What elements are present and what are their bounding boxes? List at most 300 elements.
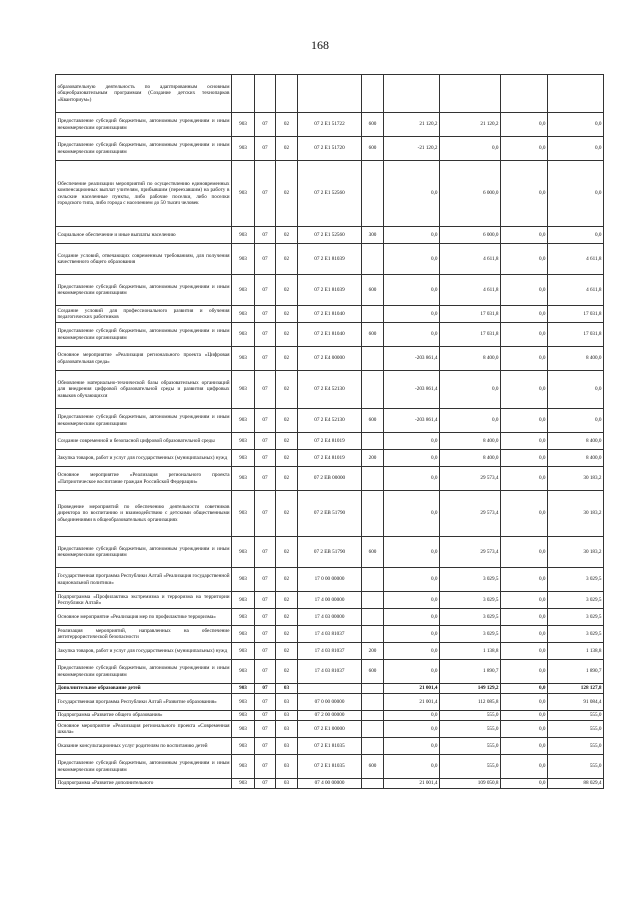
subsection-code-cell: 03	[276, 721, 298, 738]
expense-type-cell	[362, 244, 384, 275]
subsection-code-cell: 02	[276, 433, 298, 450]
subsection-code-cell: 02	[276, 609, 298, 626]
ministry-code-cell: 903	[232, 137, 255, 161]
amount-decrease-cell: 0,0	[501, 467, 548, 491]
row-name-cell: Создание условий, отвечающих современным требованиям, для получения качественного общего образования	[56, 244, 232, 275]
subsection-code-cell: 02	[276, 592, 298, 609]
target-article-cell: 07 2 E4 52130	[298, 409, 362, 433]
amount-change-cell: 0,0	[384, 592, 440, 609]
expense-type-cell: 600	[362, 537, 384, 568]
ministry-code-cell: 903	[232, 592, 255, 609]
amount-total-cell: 3 029,5	[548, 592, 604, 609]
table-row	[56, 275, 604, 306]
amount-total-cell: 3 029,5	[548, 568, 604, 592]
target-article-cell: 07 2 E4 81019	[298, 450, 362, 467]
amount-decrease-cell: 0,0	[501, 779, 548, 789]
expense-type-cell: 300	[362, 227, 384, 244]
amount-increase-cell: 8 400,0	[440, 433, 501, 450]
amount-change-cell: -203 861,4	[384, 347, 440, 371]
target-article-cell: 07 2 EB 00000	[298, 467, 362, 491]
row-name-cell: Государственная программа Республики Алтай «Развитие образования»	[56, 694, 232, 711]
amount-decrease-cell: 0,0	[501, 609, 548, 626]
section-code-cell: 07	[255, 568, 276, 592]
target-article-cell: 17 4 03 81037	[298, 660, 362, 684]
amount-decrease-cell: 0,0	[501, 491, 548, 537]
table-row	[56, 450, 604, 467]
amount-total-cell: 17 031,8	[548, 323, 604, 347]
row-name-cell: Создание современной и безопасной цифровой образовательной среды	[56, 433, 232, 450]
amount-change-cell: 0,0	[384, 323, 440, 347]
amount-change-cell: -203 861,4	[384, 409, 440, 433]
target-article-cell: 07 2 E4 52130	[298, 371, 362, 409]
amount-total-cell: 8 400,0	[548, 347, 604, 371]
expense-type-cell	[362, 592, 384, 609]
row-name-cell: Основное мероприятие «Реализация регионального проекта «Современная школа»	[56, 721, 232, 738]
row-name-cell: Предоставление субсидий бюджетным, автономным учреждениям и иным некоммерческим организациям	[56, 755, 232, 779]
subsection-code-cell: 03	[276, 694, 298, 711]
amount-total-cell: 91 084,4	[548, 694, 604, 711]
section-code-cell: 07	[255, 491, 276, 537]
row-name-cell: Основное мероприятие «Реализация мер по профилактике терроризма»	[56, 609, 232, 626]
expense-type-cell: 200	[362, 643, 384, 660]
amount-decrease-cell: 0,0	[501, 711, 548, 721]
amount-change-cell: 0,0	[384, 711, 440, 721]
table-row	[56, 592, 604, 609]
target-article-cell: 07 2 E1 51722	[298, 113, 362, 137]
ministry-code-cell: 903	[232, 626, 255, 643]
table-body	[56, 75, 604, 789]
row-name-cell: Социальное обеспечение и иные выплаты населению	[56, 227, 232, 244]
subsection-code-cell: 02	[276, 371, 298, 409]
table-row	[56, 755, 604, 779]
expense-type-cell: 600	[362, 323, 384, 347]
amount-total-cell: 0,0	[548, 161, 604, 227]
ministry-code-cell: 903	[232, 323, 255, 347]
amount-decrease-cell: 0,0	[501, 347, 548, 371]
amount-total-cell: 3 029,5	[548, 609, 604, 626]
amount-increase-cell: 8 400,0	[440, 450, 501, 467]
amount-increase-cell: 3 029,5	[440, 568, 501, 592]
target-article-cell: 07 2 E1 81040	[298, 306, 362, 323]
table-row	[56, 371, 604, 409]
amount-increase-cell: 29 573,4	[440, 491, 501, 537]
amount-total-cell: 0,0	[548, 113, 604, 137]
expense-type-cell	[362, 568, 384, 592]
amount-increase-cell: 6 000,0	[440, 161, 501, 227]
amount-total-cell: 17 031,8	[548, 306, 604, 323]
subsection-code-cell: 03	[276, 755, 298, 779]
table-row	[56, 409, 604, 433]
amount-change-cell: 0,0	[384, 660, 440, 684]
amount-change-cell: 0,0	[384, 227, 440, 244]
subsection-code-cell: 02	[276, 643, 298, 660]
amount-change-cell	[384, 75, 440, 113]
target-article-cell: 07 2 EB 51790	[298, 491, 362, 537]
amount-total-cell: 30 183,2	[548, 467, 604, 491]
subsection-code-cell	[276, 75, 298, 113]
section-code-cell: 07	[255, 433, 276, 450]
section-code-cell: 07	[255, 721, 276, 738]
amount-increase-cell: 6 000,0	[440, 227, 501, 244]
ministry-code-cell: 903	[232, 738, 255, 755]
row-name-cell: Закупка товаров, работ и услуг для государственных (муниципальных) нужд	[56, 643, 232, 660]
section-code-cell: 07	[255, 113, 276, 137]
amount-increase-cell	[440, 75, 501, 113]
section-code-cell: 07	[255, 609, 276, 626]
expense-type-cell: 600	[362, 275, 384, 306]
amount-decrease-cell: 0,0	[501, 643, 548, 660]
row-name-cell: Подпрограмма «Развитие дополнительного	[56, 779, 232, 789]
amount-increase-cell: 29 573,4	[440, 537, 501, 568]
amount-increase-cell: 555,0	[440, 738, 501, 755]
target-article-cell: 17 4 00 00000	[298, 592, 362, 609]
target-article-cell: 07 2 E1 52560	[298, 227, 362, 244]
table-row	[56, 75, 604, 113]
ministry-code-cell: 903	[232, 779, 255, 789]
target-article-cell: 07 2 E1 81040	[298, 323, 362, 347]
amount-decrease-cell: 0,0	[501, 684, 548, 694]
amount-total-cell: 30 183,2	[548, 537, 604, 568]
ministry-code-cell: 903	[232, 450, 255, 467]
amount-total-cell: 1 890,7	[548, 660, 604, 684]
section-code-cell: 07	[255, 467, 276, 491]
subsection-code-cell: 02	[276, 568, 298, 592]
target-article-cell: 07 2 E1 81039	[298, 275, 362, 306]
ministry-code-cell: 903	[232, 227, 255, 244]
target-article-cell: 07 2 EB 51790	[298, 537, 362, 568]
ministry-code-cell: 903	[232, 609, 255, 626]
subsection-code-cell: 02	[276, 275, 298, 306]
amount-change-cell: 0,0	[384, 738, 440, 755]
amount-total-cell: 555,0	[548, 711, 604, 721]
section-code-cell: 07	[255, 592, 276, 609]
row-name-cell: Подпрограмма «Профилактика экстремизма и терроризма на территории Республики Алтай»	[56, 592, 232, 609]
amount-change-cell: 0,0	[384, 491, 440, 537]
amount-total-cell: 0,0	[548, 227, 604, 244]
expense-type-cell	[362, 161, 384, 227]
section-code-cell: 07	[255, 755, 276, 779]
expense-type-cell	[362, 738, 384, 755]
subsection-code-cell: 02	[276, 113, 298, 137]
subsection-code-cell: 02	[276, 491, 298, 537]
table-row	[56, 467, 604, 491]
amount-change-cell: -21 120,2	[384, 137, 440, 161]
amount-increase-cell: 1 138,8	[440, 643, 501, 660]
amount-change-cell: 21 001,4	[384, 779, 440, 789]
section-code-cell: 07	[255, 738, 276, 755]
table-row	[56, 626, 604, 643]
table-row	[56, 244, 604, 275]
amount-increase-cell: 0,0	[440, 137, 501, 161]
table-row	[56, 347, 604, 371]
amount-change-cell: 0,0	[384, 568, 440, 592]
row-name-cell: Проведение мероприятий по обеспечению деятельности советников директора по воспитанию и взаимодействию с детскими общественными объединениями в общеобразовательных организациях	[56, 491, 232, 537]
amount-total-cell	[548, 75, 604, 113]
expense-type-cell	[362, 306, 384, 323]
expense-type-cell	[362, 626, 384, 643]
target-article-cell: 17 0 00 00000	[298, 568, 362, 592]
section-code-cell: 07	[255, 450, 276, 467]
amount-change-cell: 0,0	[384, 433, 440, 450]
expense-type-cell	[362, 371, 384, 409]
expense-type-cell: 600	[362, 755, 384, 779]
section-code-cell: 07	[255, 626, 276, 643]
row-name-cell: Основное мероприятие «Реализация регионального проекта «Патриотическое воспитание граждан Российской Федерации»	[56, 467, 232, 491]
table-row	[56, 568, 604, 592]
expense-type-cell	[362, 433, 384, 450]
subsection-code-cell: 02	[276, 409, 298, 433]
amount-total-cell: 88 029,4	[548, 779, 604, 789]
amount-increase-cell: 29 573,4	[440, 467, 501, 491]
expense-type-cell	[362, 491, 384, 537]
amount-total-cell: 30 183,2	[548, 491, 604, 537]
ministry-code-cell: 903	[232, 467, 255, 491]
amount-increase-cell: 4 611,8	[440, 244, 501, 275]
amount-decrease-cell: 0,0	[501, 323, 548, 347]
section-code-cell: 07	[255, 244, 276, 275]
subsection-code-cell: 02	[276, 347, 298, 371]
target-article-cell	[298, 75, 362, 113]
amount-decrease-cell: 0,0	[501, 592, 548, 609]
ministry-code-cell: 903	[232, 433, 255, 450]
table-row	[56, 711, 604, 721]
amount-increase-cell: 3 029,5	[440, 592, 501, 609]
section-code-cell: 07	[255, 643, 276, 660]
section-code-cell: 07	[255, 306, 276, 323]
table-row	[56, 433, 604, 450]
target-article-cell: 07 2 E1 00000	[298, 721, 362, 738]
subsection-code-cell: 02	[276, 323, 298, 347]
amount-decrease-cell: 0,0	[501, 227, 548, 244]
amount-decrease-cell: 0,0	[501, 433, 548, 450]
section-code-cell: 07	[255, 323, 276, 347]
section-code-cell: 07	[255, 779, 276, 789]
table-row	[56, 113, 604, 137]
ministry-code-cell: 903	[232, 755, 255, 779]
amount-increase-cell: 4 611,8	[440, 275, 501, 306]
table-row	[56, 694, 604, 711]
table-row	[56, 537, 604, 568]
row-name-cell: Предоставление субсидий бюджетным, автономным учреждениям и иным некоммерческим организациям	[56, 113, 232, 137]
amount-change-cell: 0,0	[384, 244, 440, 275]
target-article-cell: 07 2 E4 81019	[298, 433, 362, 450]
expense-type-cell	[362, 609, 384, 626]
amount-total-cell: 0,0	[548, 371, 604, 409]
amount-decrease-cell: 0,0	[501, 721, 548, 738]
subsection-code-cell: 03	[276, 779, 298, 789]
amount-decrease-cell: 0,0	[501, 244, 548, 275]
amount-increase-cell: 3 029,5	[440, 609, 501, 626]
expense-type-cell	[362, 684, 384, 694]
subsection-code-cell: 02	[276, 161, 298, 227]
section-code-cell: 07	[255, 660, 276, 684]
amount-decrease-cell: 0,0	[501, 626, 548, 643]
subsection-code-cell: 02	[276, 244, 298, 275]
ministry-code-cell: 903	[232, 537, 255, 568]
amount-change-cell: 0,0	[384, 306, 440, 323]
amount-decrease-cell: 0,0	[501, 537, 548, 568]
subsection-code-cell: 03	[276, 684, 298, 694]
ministry-code-cell: 903	[232, 491, 255, 537]
row-name-cell: Предоставление субсидий бюджетным, автономным учреждениям и иным некоммерческим организациям	[56, 137, 232, 161]
section-code-cell: 07	[255, 409, 276, 433]
ministry-code-cell: 903	[232, 660, 255, 684]
amount-decrease-cell: 0,0	[501, 371, 548, 409]
target-article-cell: 07 2 E1 81035	[298, 738, 362, 755]
amount-total-cell: 4 611,8	[548, 244, 604, 275]
amount-increase-cell: 0,0	[440, 371, 501, 409]
section-code-cell: 07	[255, 694, 276, 711]
amount-decrease-cell: 0,0	[501, 161, 548, 227]
target-article-cell: 07 2 E1 51720	[298, 137, 362, 161]
row-name-cell: образовательную деятельность по адаптированным основным общеобразовательным программам (Создание детских технопарков «Кванториум»)	[56, 75, 232, 113]
ministry-code-cell: 903	[232, 306, 255, 323]
amount-increase-cell: 21 120,2	[440, 113, 501, 137]
table-row	[56, 779, 604, 789]
table-row	[56, 609, 604, 626]
target-article-cell	[298, 684, 362, 694]
subsection-code-cell: 02	[276, 537, 298, 568]
amount-change-cell: 21 120,2	[384, 113, 440, 137]
row-name-cell: Оказание консультационных услуг родителям по воспитанию детей	[56, 738, 232, 755]
table-row	[56, 137, 604, 161]
ministry-code-cell: 903	[232, 711, 255, 721]
amount-change-cell: 0,0	[384, 721, 440, 738]
amount-decrease-cell: 0,0	[501, 568, 548, 592]
section-code-cell: 07	[255, 711, 276, 721]
amount-decrease-cell: 0,0	[501, 306, 548, 323]
subsection-code-cell: 02	[276, 660, 298, 684]
ministry-code-cell: 903	[232, 568, 255, 592]
row-name-cell: Создание условий для профессионального развития и обучения педагогических работников	[56, 306, 232, 323]
target-article-cell: 07 4 00 00000	[298, 779, 362, 789]
row-name-cell: Предоставление субсидий бюджетным, автономным учреждениям и иным некоммерческим организациям	[56, 323, 232, 347]
amount-change-cell: 0,0	[384, 755, 440, 779]
amount-change-cell: 0,0	[384, 161, 440, 227]
row-name-cell: Основное мероприятие «Реализация регионального проекта «Цифровая образовательная среда»	[56, 347, 232, 371]
amount-increase-cell: 0,0	[440, 409, 501, 433]
subsection-code-cell: 02	[276, 450, 298, 467]
row-name-cell: Предоставление субсидий бюджетным, автономным учреждениям и иным некоммерческим организациям	[56, 537, 232, 568]
ministry-code-cell	[232, 75, 255, 113]
section-code-cell: 07	[255, 161, 276, 227]
amount-decrease-cell: 0,0	[501, 409, 548, 433]
row-name-cell: Государственная программа Республики Алтай «Реализация государственной национальной политики»	[56, 568, 232, 592]
ministry-code-cell: 903	[232, 244, 255, 275]
table-row	[56, 227, 604, 244]
amount-total-cell: 8 400,0	[548, 450, 604, 467]
section-code-cell: 07	[255, 371, 276, 409]
amount-total-cell: 4 611,8	[548, 275, 604, 306]
amount-increase-cell: 112 085,8	[440, 694, 501, 711]
table-row	[56, 161, 604, 227]
table-row	[56, 643, 604, 660]
section-code-cell: 07	[255, 227, 276, 244]
amount-increase-cell: 17 031,8	[440, 323, 501, 347]
section-code-cell: 07	[255, 347, 276, 371]
amount-total-cell: 128 127,8	[548, 684, 604, 694]
ministry-code-cell: 903	[232, 347, 255, 371]
table-row	[56, 684, 604, 694]
ministry-code-cell: 903	[232, 371, 255, 409]
expense-type-cell: 200	[362, 450, 384, 467]
subsection-code-cell: 03	[276, 738, 298, 755]
amount-decrease-cell: 0,0	[501, 450, 548, 467]
expense-type-cell: 600	[362, 113, 384, 137]
expense-type-cell: 600	[362, 137, 384, 161]
amount-decrease-cell: 0,0	[501, 113, 548, 137]
ministry-code-cell: 903	[232, 643, 255, 660]
subsection-code-cell: 02	[276, 626, 298, 643]
target-article-cell: 17 4 03 00000	[298, 609, 362, 626]
row-name-cell: Реализация мероприятий, направленных на обеспечение антитеррористической безопасности	[56, 626, 232, 643]
subsection-code-cell: 02	[276, 467, 298, 491]
amount-change-cell: 21 001,4	[384, 684, 440, 694]
section-code-cell: 07	[255, 275, 276, 306]
amount-increase-cell: 149 129,2	[440, 684, 501, 694]
row-name-cell: Предоставление субсидий бюджетным, автономным учреждениям и иным некоммерческим организациям	[56, 409, 232, 433]
amount-change-cell: -203 861,4	[384, 371, 440, 409]
amount-change-cell: 0,0	[384, 626, 440, 643]
amount-total-cell: 1 138,8	[548, 643, 604, 660]
amount-total-cell: 555,0	[548, 721, 604, 738]
row-name-cell: Обеспечение реализации мероприятий по осуществлению единовременных компенсационных выплат учителям, прибывшим (переехавшим) на работу в сельские населенные пункты, либо рабочие поселки, либо поселки городского типа, либо города с населением до 50 тысяч человек	[56, 161, 232, 227]
section-code-cell	[255, 75, 276, 113]
row-name-cell: Подпрограмма «Развитие общего образования»	[56, 711, 232, 721]
ministry-code-cell: 903	[232, 409, 255, 433]
row-name-cell: Закупка товаров, работ и услуг для государственных (муниципальных) нужд	[56, 450, 232, 467]
amount-increase-cell: 555,0	[440, 711, 501, 721]
table-row	[56, 721, 604, 738]
amount-increase-cell: 555,0	[440, 755, 501, 779]
amount-total-cell: 8 400,0	[548, 433, 604, 450]
amount-change-cell: 0,0	[384, 467, 440, 491]
subsection-code-cell: 02	[276, 137, 298, 161]
target-article-cell: 07 2 E1 52560	[298, 161, 362, 227]
table-row	[56, 738, 604, 755]
expense-type-cell	[362, 711, 384, 721]
target-article-cell: 17 4 03 81037	[298, 626, 362, 643]
amount-increase-cell: 8 400,0	[440, 347, 501, 371]
amount-total-cell: 0,0	[548, 137, 604, 161]
amount-decrease-cell: 0,0	[501, 275, 548, 306]
amount-change-cell: 0,0	[384, 275, 440, 306]
amount-total-cell: 555,0	[548, 738, 604, 755]
expense-type-cell	[362, 779, 384, 789]
subsection-code-cell: 02	[276, 227, 298, 244]
table-row	[56, 306, 604, 323]
ministry-code-cell: 903	[232, 694, 255, 711]
table-row	[56, 660, 604, 684]
table-row	[56, 323, 604, 347]
section-code-cell: 07	[255, 137, 276, 161]
expense-type-cell	[362, 721, 384, 738]
target-article-cell: 07 0 00 00000	[298, 694, 362, 711]
subsection-code-cell: 02	[276, 306, 298, 323]
amount-increase-cell: 17 031,8	[440, 306, 501, 323]
target-article-cell: 07 2 E4 00000	[298, 347, 362, 371]
ministry-code-cell: 903	[232, 684, 255, 694]
expense-type-cell	[362, 694, 384, 711]
budget-table	[55, 74, 604, 789]
row-name-cell: Предоставление субсидий бюджетным, автономным учреждениям и иным некоммерческим организациям	[56, 275, 232, 306]
amount-decrease-cell: 0,0	[501, 660, 548, 684]
expense-type-cell	[362, 467, 384, 491]
target-article-cell: 07 2 00 00000	[298, 711, 362, 721]
amount-total-cell: 555,0	[548, 755, 604, 779]
row-name-cell: Предоставление субсидий бюджетным, автономным учреждениям и иным некоммерческим организациям	[56, 660, 232, 684]
ministry-code-cell: 903	[232, 721, 255, 738]
